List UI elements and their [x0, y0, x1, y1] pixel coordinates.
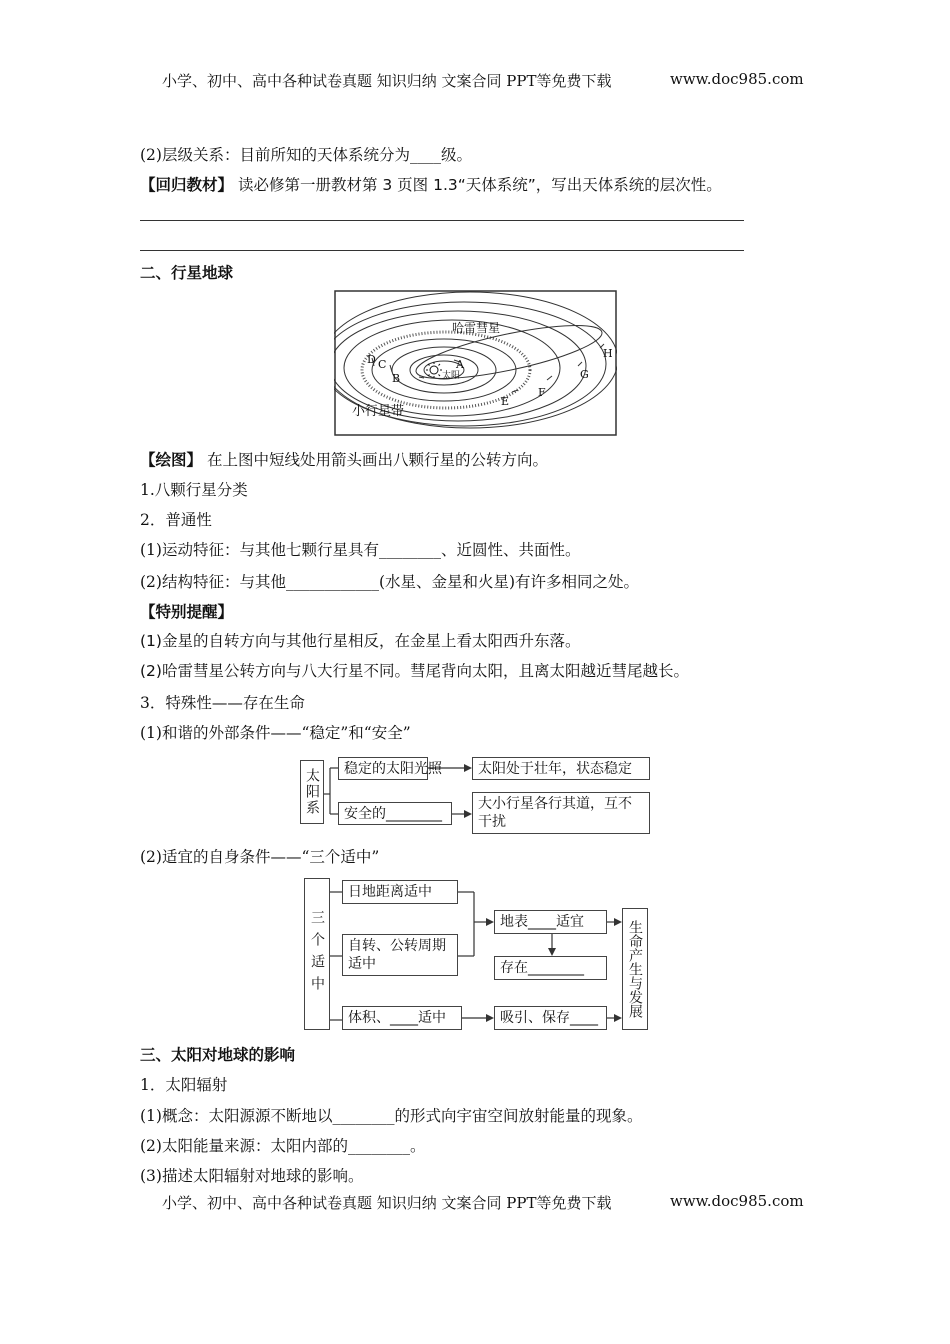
footer-text: 小学、初中、高中各种试卷真题 知识归纳 文案合同 PPT等免费下载: [162, 1194, 612, 1212]
s3-item-1-3: (3)描述太阳辐射对地球的影响。: [140, 1167, 364, 1185]
page-footer: [162, 1192, 612, 1213]
belt-label: 小行星带: [352, 404, 405, 419]
solar-system-diagram: [334, 290, 617, 436]
footer-site[interactable]: www.doc985.com: [670, 1192, 804, 1210]
return-textbook-line: [140, 175, 722, 195]
s3-item-1: 1．太阳辐射: [140, 1076, 228, 1094]
item-1: 1.八颗行星分类: [140, 481, 248, 499]
flow1-root: [300, 760, 324, 824]
flow1-stable: 稳定的太阳光照: [338, 757, 428, 780]
flow-diagram-1: [300, 756, 652, 834]
page-header: [162, 70, 612, 91]
draw-line: [140, 450, 548, 470]
sun-label: 太阳: [442, 371, 461, 381]
flow2-result: [622, 908, 648, 1030]
flow2-result-text: 生命产生与发展: [627, 920, 643, 1018]
planet-label-g: G: [580, 368, 589, 381]
item-2-2: (2)结构特征：与其他____________(水星、金星和火星)有许多相同之处。: [140, 573, 640, 591]
flow-diagram-2: [304, 876, 654, 1032]
draw-text: 在上图中短线处用箭头画出八颗行星的公转方向。: [206, 451, 548, 469]
planet-label-f: F: [538, 386, 546, 399]
flow2-exist: 存在________: [494, 956, 607, 980]
flow1-root-text: 太阳系: [304, 768, 320, 816]
item-2: 2．普通性: [140, 511, 212, 529]
flow1-safe-result: 大小行星各行其道，互不干扰: [472, 792, 650, 834]
flow2-root-text: 三个适中: [309, 910, 325, 998]
answer-line-2: [140, 250, 744, 251]
comet-label: 哈雷彗星: [452, 321, 501, 335]
answer-line-1: [140, 220, 744, 221]
planet-label-d: D: [367, 353, 376, 366]
remind-label: 【特别提醒】: [140, 603, 234, 621]
flow1-safe: 安全的________: [338, 802, 452, 825]
header-site[interactable]: www.doc985.com: [670, 70, 804, 88]
flow2-surface: 地表____适宜: [494, 910, 607, 934]
s3-item-1-1: (1)概念：太阳源源不断地以________的形式向宇宙空间放射能量的现象。: [140, 1107, 643, 1125]
planet-label-b: B: [392, 372, 401, 385]
item-3: 3．特殊性——存在生命: [140, 694, 305, 712]
return-label: 【回归教材】: [140, 176, 234, 194]
planet-label-c: C: [378, 358, 387, 371]
flow2-attract: 吸引、保存____: [494, 1006, 607, 1030]
planet-label-e: E: [501, 395, 510, 408]
flow2-volume: 体积、____适中: [342, 1006, 462, 1030]
solar-system-svg: [334, 290, 617, 436]
section3-title: 三、太阳对地球的影响: [140, 1046, 296, 1064]
hierarchy-line: (2)层级关系：目前所知的天体系统分为____级。: [140, 146, 472, 164]
remind-2: (2)哈雷彗星公转方向与八大行星不同。彗尾背向太阳，且离太阳越近彗尾越长。: [140, 662, 689, 680]
item-3-1: (1)和谐的外部条件——“稳定”和“安全”: [140, 724, 411, 742]
planet-label-a: A: [456, 358, 464, 371]
flow1-stable-result: 太阳处于壮年，状态稳定: [472, 757, 650, 780]
remind-1: (1)金星的自转方向与其他行星相反，在金星上看太阳西升东落。: [140, 632, 581, 650]
flow2-root: [304, 878, 330, 1030]
item-3-2: (2)适宜的自身条件——“三个适中”: [140, 848, 380, 866]
sun-icon: [430, 366, 438, 374]
flow2-rotation: 自转、公转周期适中: [342, 934, 458, 976]
s3-item-1-2: (2)太阳能量来源：太阳内部的________。: [140, 1137, 426, 1155]
item-2-1: (1)运动特征：与其他七颗行星具有________、近圆性、共面性。: [140, 541, 581, 559]
flow2-distance: 日地距离适中: [342, 880, 458, 904]
header-text: 小学、初中、高中各种试卷真题 知识归纳 文案合同 PPT等免费下载: [162, 72, 612, 90]
section2-title: 二、行星地球: [140, 264, 234, 282]
draw-label: 【绘图】: [140, 451, 203, 469]
return-text: 读必修第一册教材第 3 页图 1.3“天体系统”，写出天体系统的层次性。: [237, 176, 722, 194]
planet-label-h: H: [603, 347, 613, 360]
